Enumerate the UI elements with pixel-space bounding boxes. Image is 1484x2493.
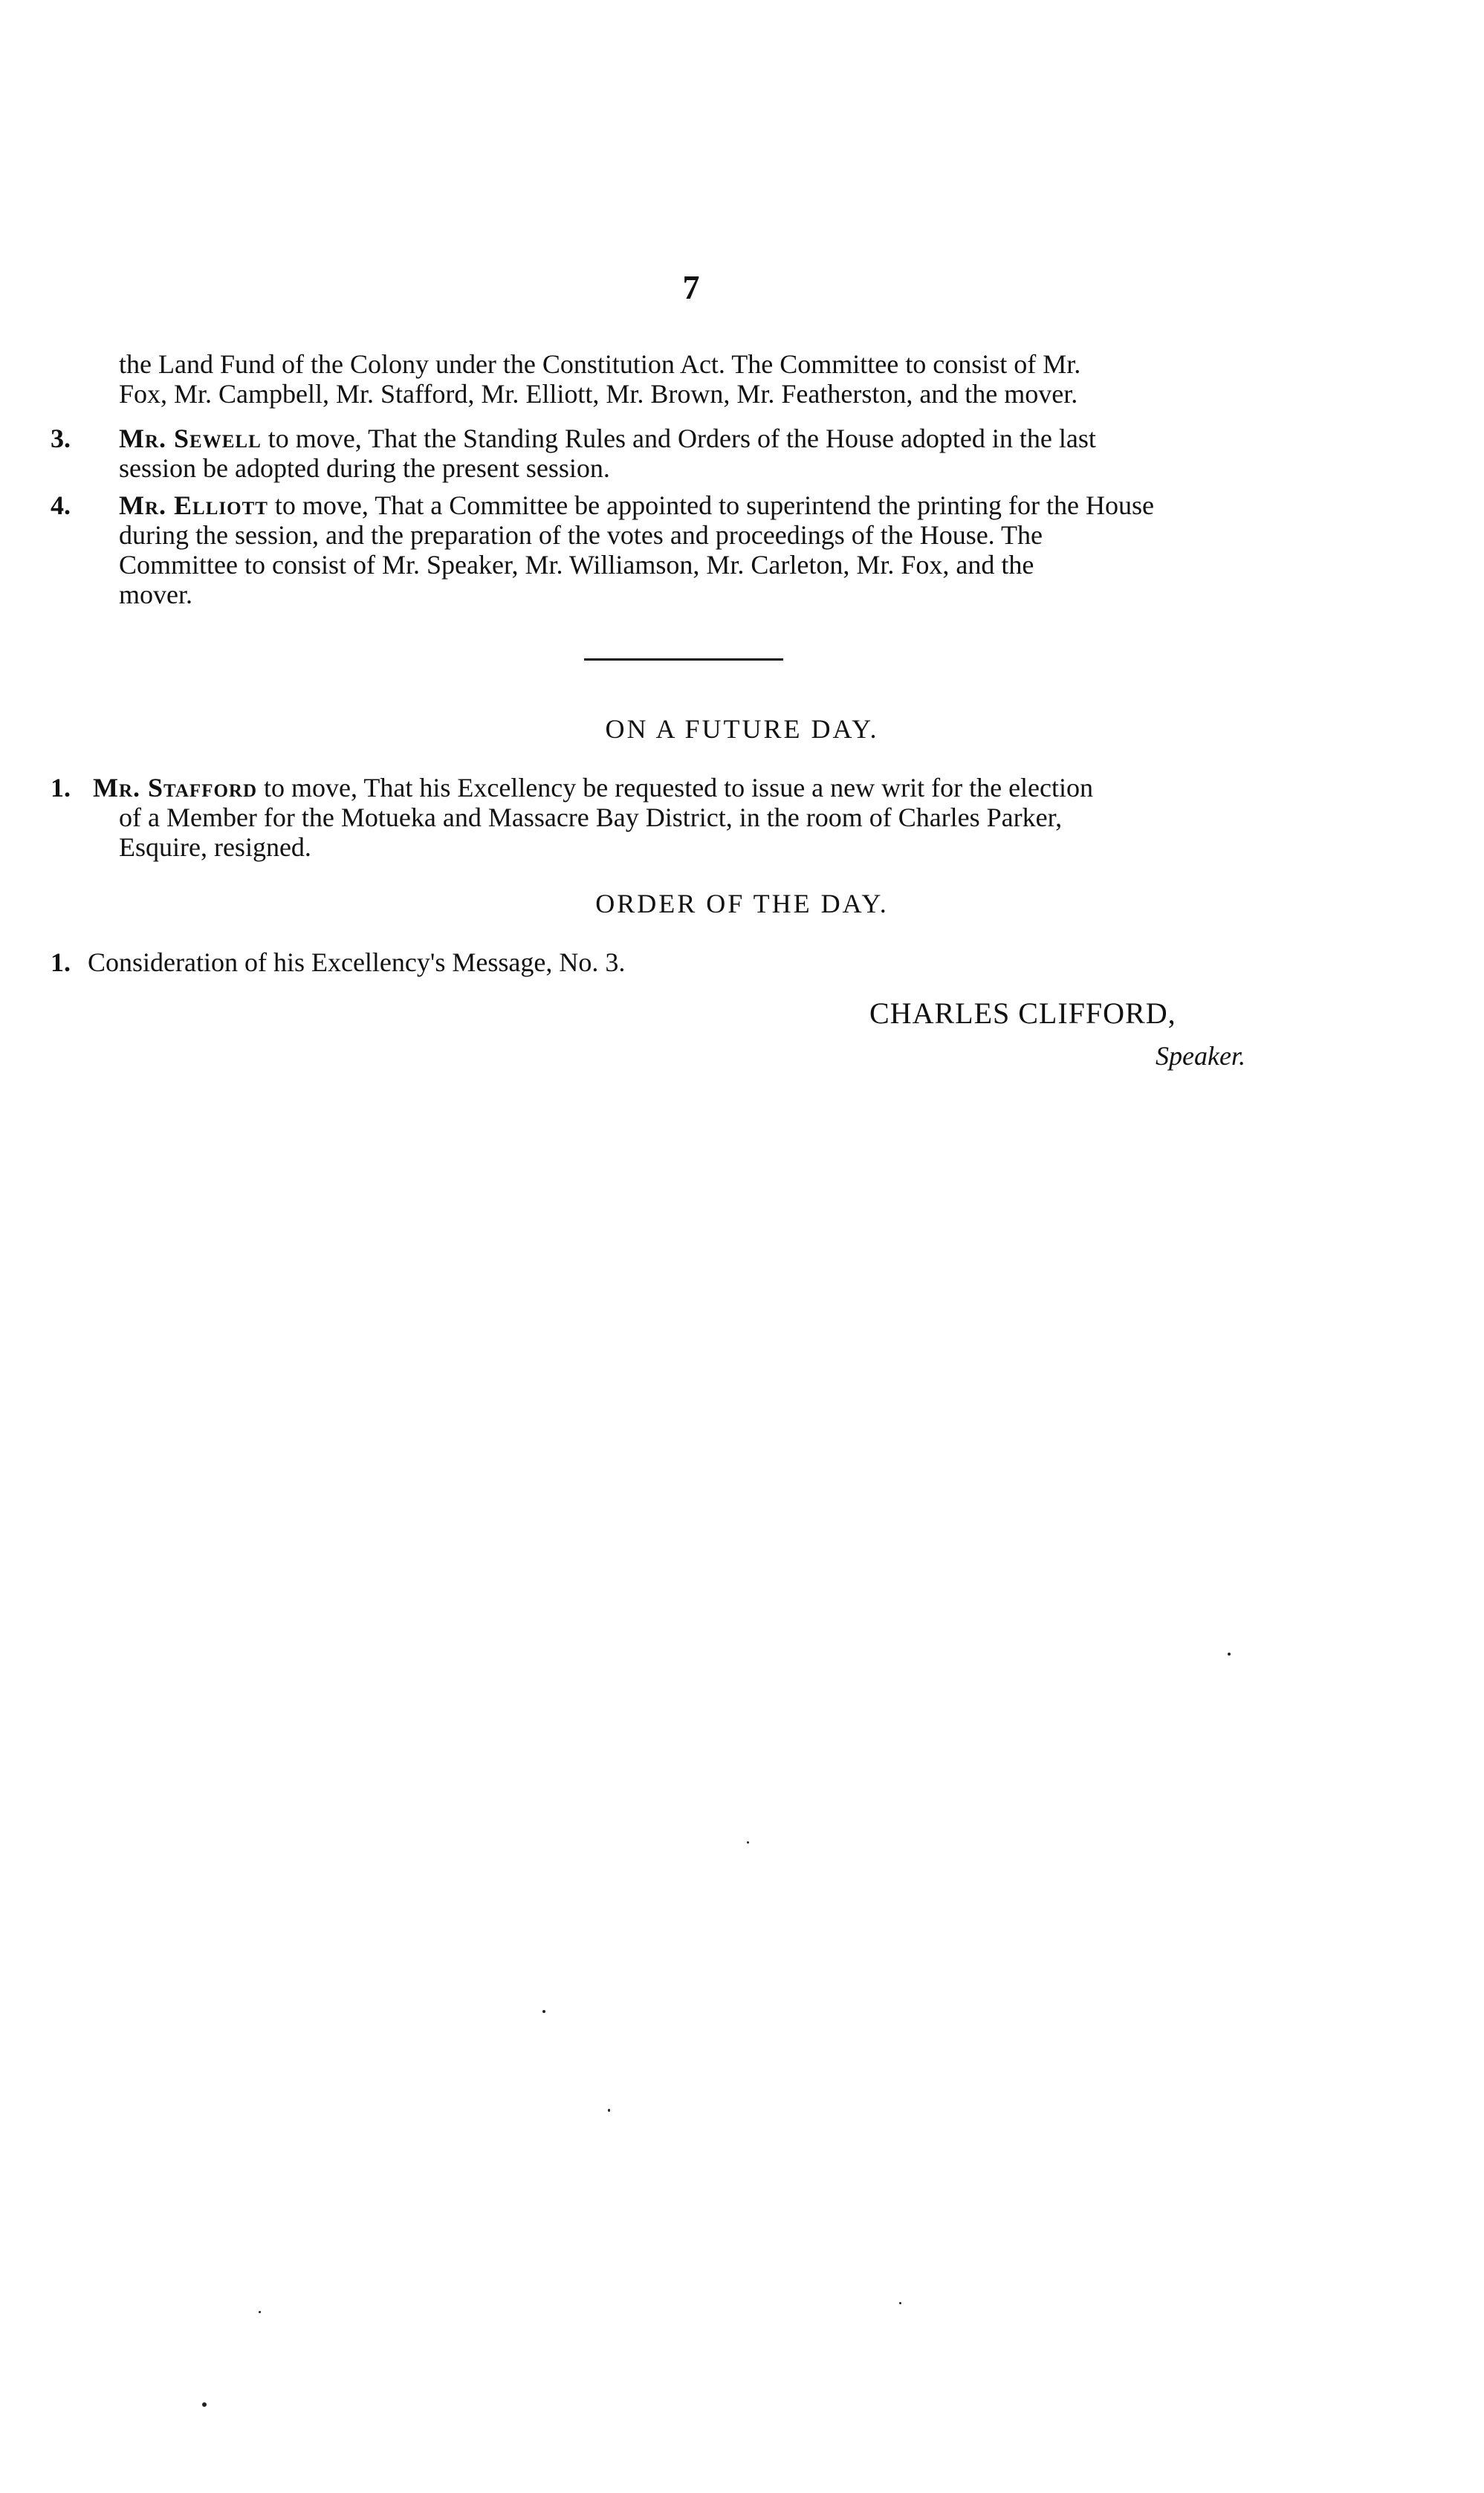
future-day-heading: ON A FUTURE DAY.	[605, 714, 879, 744]
future-item-paragraph	[93, 773, 1323, 862]
motion-text: to move, That the Standing Rules and Orders of the House adopted in the last	[261, 424, 1096, 453]
motion-paragraph-3	[119, 424, 1323, 483]
motion-line: session be adopted during the present session.	[119, 453, 610, 483]
motion-text: to move, That a Committee be appointed to superintend the printing for the House	[268, 490, 1154, 520]
motion-number: 4.	[51, 490, 71, 520]
mover-name: Mr. Stafford	[93, 773, 258, 803]
scan-speck	[542, 2010, 545, 2013]
scan-speck	[1228, 1653, 1231, 1656]
mover-name: Mr. Elliott	[119, 490, 268, 520]
order-item-paragraph	[88, 947, 979, 977]
motion-number: 3.	[51, 424, 71, 453]
motion-first-line	[119, 424, 1323, 453]
motion-line: mover.	[119, 580, 192, 609]
motion-line: Committee to consist of Mr. Speaker, Mr. Williamson, Mr. Carleton, Mr. Fox, and the	[119, 550, 1034, 580]
signature-name: CHARLES CLIFFORD,	[869, 996, 1176, 1030]
page-number: 7	[682, 268, 700, 306]
scan-speck	[202, 2402, 207, 2407]
continuation-line-1: the Land Fund of the Colony under the Constitution Act. The Committee to consist of Mr.	[119, 349, 1081, 379]
motion-paragraph-4	[119, 490, 1323, 609]
future-item-line: Esquire, resigned.	[119, 832, 311, 862]
scan-speck	[259, 2311, 261, 2313]
scan-speck	[608, 2109, 610, 2112]
signature-title: Speaker.	[1156, 1041, 1245, 1071]
order-item-text: Consideration of his Excellency's Message, No. 3.	[88, 947, 626, 977]
future-item-first-line	[93, 773, 1323, 803]
order-of-day-heading: ORDER OF THE DAY.	[595, 889, 889, 918]
future-item-number: 1.	[51, 773, 71, 803]
continuation-paragraph	[119, 349, 1323, 409]
section-divider	[584, 658, 783, 661]
scan-speck	[747, 1841, 749, 1844]
motion-first-line	[119, 490, 1323, 520]
motion-line: during the session, and the preparation of the votes and proceedings of the House. The	[119, 520, 1043, 550]
continuation-line-2: Fox, Mr. Campbell, Mr. Stafford, Mr. Elliott, Mr. Brown, Mr. Featherston, and the mover.	[119, 379, 1078, 409]
mover-name: Mr. Sewell	[119, 424, 262, 453]
future-item-text: to move, That his Excellency be requested to issue a new writ for the election	[257, 773, 1094, 803]
future-item-line: of a Member for the Motueka and Massacre Bay District, in the room of Charles Parker,	[119, 803, 1063, 832]
order-item-number: 1.	[51, 947, 71, 977]
scan-speck	[899, 2302, 901, 2304]
